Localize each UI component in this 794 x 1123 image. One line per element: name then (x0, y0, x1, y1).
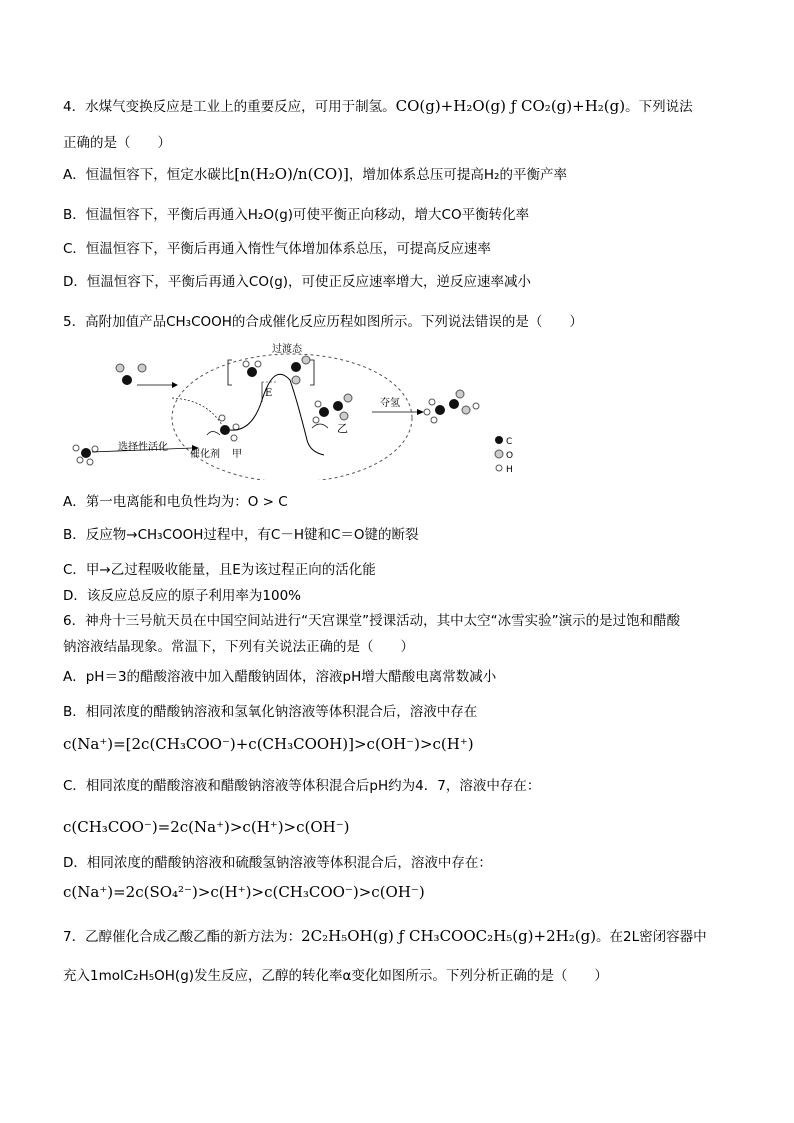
q4-stem-line2: 正确的是（ ） (63, 135, 171, 151)
q4-option-a-text: A．恒温恒容下，恒定水碳比 (63, 167, 235, 183)
q6-option-c: C．相同浓度的醋酸溶液和醋酸钠溶液等体积混合后pH约为4．7，溶液中存在： (63, 778, 541, 794)
label-transition-state: 过渡态 (272, 344, 302, 355)
q5-option-a: A．第一电离能和电负性均为：O > C (63, 494, 288, 510)
arrow-head-3 (417, 409, 424, 415)
q5-option-c: C．甲→乙过程吸收能量，且E为该过程正向的活化能 (63, 562, 376, 578)
label-dehydrogenation: 夺氢 (380, 398, 400, 409)
catalyst-surface-1 (207, 432, 220, 436)
legend-o: O (506, 451, 514, 461)
q4-stem-line1 (63, 96, 693, 117)
q4-option-a-tail: ，增加体系总压可提高H₂的平衡产率 (348, 167, 567, 183)
q7-stem-line2: 充入1molC₂H₅OH(g)发生反应，乙醇的转化率α变化如图所示。下列分析正确的是（ ） (63, 968, 608, 984)
label-catalyst: 催化剂 (190, 449, 220, 460)
catalyst-surface-2 (312, 424, 328, 428)
intermediate-jia (219, 415, 239, 441)
q4-stem: 4．水煤气变换反应是工业上的重要反应，可用于制氢。 (63, 99, 396, 115)
q4-option-a-ratio: [n(H₂O)/n(CO)] (234, 165, 349, 183)
acetic-acid-molecule (424, 390, 479, 423)
q6-stem-line1: 6．神舟十三号航天员在中国空间站进行“天宫课堂”授课活动，其中太空“冰雪实验”演示的是过饱和醋酸 (63, 613, 681, 629)
methane-molecule (73, 445, 98, 465)
dotted-path (172, 398, 222, 425)
label-yi: 乙 (337, 422, 348, 435)
q4-option-c: C．恒温恒容下，平衡后再通入惰性气体增加体系总压，可提高反应速率 (63, 241, 491, 257)
q4-option-b: B．恒温恒容下，平衡后再通入H₂O(g)可使平衡正向移动，增大CO平衡转化率 (63, 207, 530, 223)
q6-option-a: A．pH＝3的醋酸溶液中加入醋酸钠固体，溶液pH增大醋酸电离常数减小 (63, 669, 497, 685)
intermediate-yi (313, 394, 352, 423)
energy-curve (230, 374, 324, 455)
q6-option-d: D．相同浓度的醋酸钠溶液和硫酸氢钠溶液等体积混合后，溶液中存在： (63, 855, 492, 871)
transition-state-molecule (243, 356, 310, 384)
q4-option-a (63, 164, 567, 185)
q4-stem-tail: 。下列说法 (625, 99, 693, 115)
q7-equation: 2C₂H₅OH(g) ƒ CH₃COOC₂H₅(g)+2H₂(g) (301, 927, 597, 945)
ts-bracket-right (310, 360, 314, 385)
q7-stem-line1 (63, 926, 707, 947)
q6-option-b-equation: c(Na⁺)=[2c(CH₃COO⁻)+c(CH₃COOH)]>c(OH⁻)>c(H⁺) (63, 735, 474, 753)
q7-stem-tail: 。在2L密闭容器中 (596, 929, 707, 945)
q6-option-c-equation: c(CH₃COO⁻)=2c(Na⁺)>c(H⁺)>c(OH⁻) (63, 818, 350, 836)
legend-h: H (506, 465, 513, 475)
transition-state-ellipse (172, 354, 412, 480)
q7-stem: 7．乙醇催化合成乙酸乙酯的新方法为： (63, 929, 302, 945)
q6-option-b: B．相同浓度的醋酸钠溶液和氢氧化钠溶液等体积混合后，溶液中存在 (63, 704, 478, 720)
q6-option-d-equation: c(Na⁺)=2c(SO₄²⁻)>c(H⁺)>c(CH₃COO⁻)>c(OH⁻) (63, 883, 425, 901)
legend-c: C (506, 437, 513, 447)
label-selective-activation: 选择性活化 (118, 442, 168, 453)
q4-option-d: D．恒温恒容下，平衡后再通入CO(g)，可使正反应速率增大，逆反应速率减小 (63, 274, 532, 290)
q5-stem: 5．高附加值产品CH₃COOH的合成催化反应历程如图所示。下列说法错误的是（ ） (63, 314, 583, 330)
label-E: E (265, 388, 273, 399)
q6-stem-line2: 钠溶液结晶现象。常温下，下列有关说法正确的是（ ） (63, 639, 414, 655)
label-jia: 甲 (232, 449, 242, 460)
q5-option-d: D．该反应总反应的原子利用率为100% (63, 588, 301, 604)
q4-equation: CO(g)+H₂O(g) ƒ CO₂(g)+H₂(g) (395, 97, 626, 115)
diagram-legend (495, 436, 513, 475)
arrow-head-1 (172, 382, 178, 388)
q5-option-b: B．反应物→CH₃COOH过程中，有C－H键和C＝O键的断裂 (63, 527, 419, 543)
reaction-mechanism-diagram (62, 340, 532, 480)
reactant-molecule-top (116, 364, 146, 385)
